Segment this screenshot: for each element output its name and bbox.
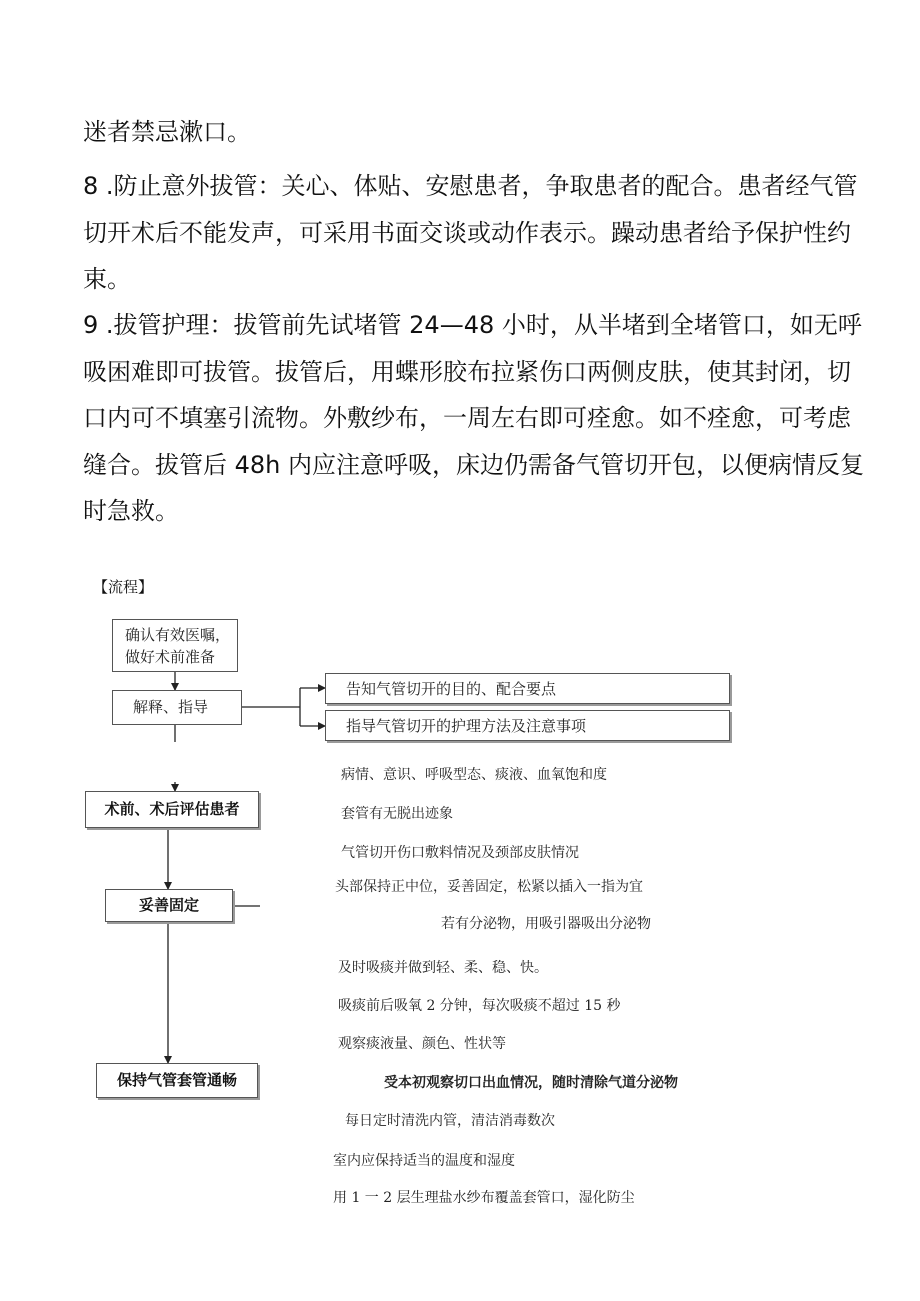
branch-box-2 <box>325 710 730 741</box>
text-line: 缝合。拔管后 48h 内应注意呼吸，床边仍需备气管切开包，以便病情反复 <box>83 450 865 479</box>
step-confirm-line: 确认有效医嘱， <box>125 626 231 644</box>
step-patent-label: 保持气管套管通畅 <box>116 1071 237 1089</box>
patent-note: 及时吸痰并做到轻、柔、稳、快。 <box>338 960 548 976</box>
assess-note: 气管切开伤口敷料情况及颈部皮肤情况 <box>341 845 579 861</box>
step-assess-label: 术前、术后评估患者 <box>104 800 240 818</box>
step-confirm-box <box>112 619 238 672</box>
assess-note: 病情、意识、呼吸型态、痰液、血氧饱和度 <box>341 767 607 783</box>
assess-note: 套管有无脱出迹象 <box>341 806 453 822</box>
text-line: 迷者禁忌漱口。 <box>83 118 251 146</box>
patent-note: 每日定时清洗内管，清洁消毒数次 <box>345 1113 555 1129</box>
text-line: 吸困难即可拔管。拔管后，用蝶形胶布拉紧伤口两侧皮肤，使其封闭，切 <box>83 357 851 386</box>
branch-label: 指导气管切开的护理方法及注意事项 <box>346 717 587 735</box>
patent-note: 观察痰液量、颜色、性状等 <box>338 1036 506 1052</box>
patent-note: 吸痰前后吸氧 2 分钟，每次吸痰不超过 15 秒 <box>338 998 621 1014</box>
flow-title: 【流程】 <box>93 578 154 596</box>
step-explain-box <box>112 690 242 725</box>
step-confirm-line: 做好术前准备 <box>125 648 216 666</box>
patent-note-bold: 受本初观察切口出血情况，随时清除气道分泌物 <box>384 1075 678 1091</box>
text-line: 束。 <box>83 265 131 293</box>
patent-note: 室内应保持适当的温度和湿度 <box>333 1153 515 1169</box>
step-fix-label: 妥善固定 <box>138 896 199 914</box>
patent-note: 用 1 一 2 层生理盐水纱布覆盖套管口，湿化防尘 <box>333 1190 635 1206</box>
branch-label: 告知气管切开的目的、配合要点 <box>346 680 557 698</box>
fix-note: 头部保持正中位，妥善固定，松紧以插入一指为宜 <box>335 879 643 895</box>
step-assess-box <box>85 791 259 828</box>
text-line: 时急救。 <box>83 497 179 525</box>
text-line: 8 .防止意外拔管：关心、体贴、安慰患者，争取患者的配合。患者经气管 <box>83 172 858 200</box>
text-line: 9 .拔管护理：拔管前先试堵管 24—48 小时，从半堵到全堵管口，如无呼 <box>83 311 862 339</box>
text-line: 切开术后不能发声，可采用书面交谈或动作表示。躁动患者给予保护性约 <box>83 218 851 247</box>
step-fix-box <box>105 889 233 922</box>
text-line: 口内可不填塞引流物。外敷纱布，一周左右即可痊愈。如不痊愈，可考虑 <box>83 404 851 432</box>
patent-note: 若有分泌物，用吸引器吸出分泌物 <box>441 916 651 932</box>
branch-box-1 <box>325 673 730 704</box>
step-explain-label: 解释、指导 <box>133 698 209 716</box>
step-patent-box <box>96 1063 258 1098</box>
